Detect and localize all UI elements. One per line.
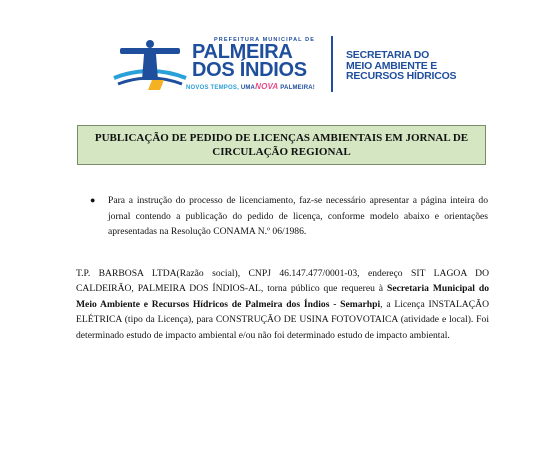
city-name bbox=[192, 43, 307, 79]
slogan bbox=[186, 82, 315, 91]
paragraph-part-2: , a Licença INSTALAÇÃO ELÉTRICA (tipo da Licença), para CONSTRUÇÃO DE USINA FOTOVOTAICA (atividade e local). Foi determinado estudo de impacto ambiental e/ou não foi determinado estudo de impacto ambiental. bbox=[76, 298, 489, 341]
cristo-logo-icon bbox=[108, 34, 192, 92]
publication-paragraph bbox=[76, 266, 489, 343]
bullet-text: Para a instrução do processo de licenciamento, faz-se necessário apresentar a página inteira do jornal contendo a publicação do pedido de licença, conforme modelo abaixo e orientações apresentadas na Resolução CONAMA N.º 06/1986. bbox=[108, 195, 488, 237]
bullet-icon: ● bbox=[90, 195, 96, 205]
slogan-nova: NOVA bbox=[255, 82, 279, 91]
slogan-uma: UMA bbox=[240, 85, 256, 91]
prefeitura-label: PREFEITURA MUNICIPAL DE bbox=[214, 37, 315, 43]
header-divider bbox=[331, 36, 333, 92]
secretaria-line-2: MEIO AMBIENTE E bbox=[346, 59, 438, 72]
city-line-2: DOS ÍNDIOS bbox=[192, 59, 307, 81]
slogan-pre: NOVOS TEMPOS, bbox=[186, 85, 239, 91]
secretaria-title bbox=[346, 50, 456, 82]
bullet-item bbox=[92, 193, 488, 240]
slogan-post: PALMEIRA! bbox=[280, 85, 315, 91]
title-line-1: PUBLICAÇÃO DE PEDIDO DE LICENÇAS AMBIENTAIS EM JORNAL DE bbox=[94, 132, 469, 144]
page-title bbox=[77, 125, 486, 165]
header bbox=[0, 28, 558, 98]
paragraph-bold: Secretaria Municipal do Meio Ambiente e Recursos Hídricos de Palmeira dos Índios - Semarhpi bbox=[76, 283, 489, 310]
paragraph-part-1: T.P. BARBOSA LTDA(Razão social), CNPJ 46.147.477/0001-03, endereço SIT LAGOA DO CALDEIRÃO, PALMEIRA DOS ÍNDIOS-AL, torna público que requereu à bbox=[76, 268, 489, 295]
secretaria-line-3: RECURSOS HÍDRICOS bbox=[346, 70, 457, 82]
title-line-2: CIRCULAÇÃO REGIONAL bbox=[212, 146, 351, 158]
secretaria-line-1: SECRETARIA DO bbox=[346, 49, 430, 61]
city-line-1: PALMEIRA bbox=[192, 41, 293, 63]
